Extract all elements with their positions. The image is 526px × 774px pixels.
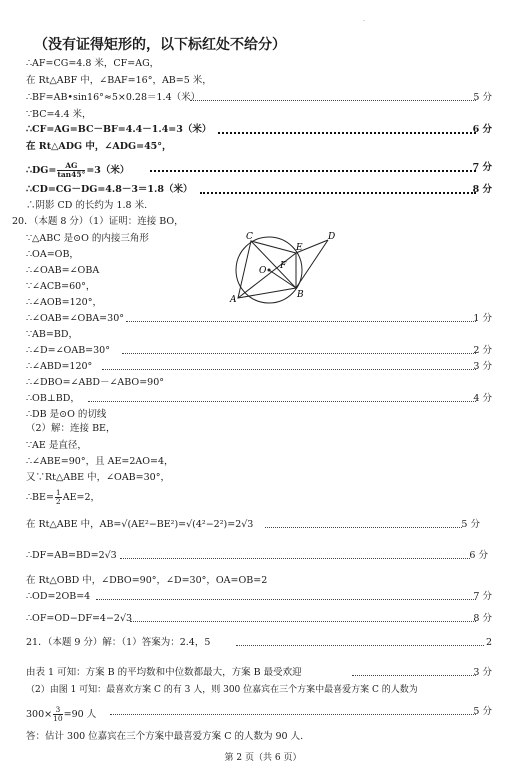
line-ob <box>269 270 296 288</box>
fraction: $\frac{3}{10}$ <box>53 705 63 723</box>
score-leader <box>236 645 484 646</box>
header-note: （没有证得矩形的，以下标红处不给分） <box>34 37 286 53</box>
fraction: $\frac{1}{2}$ <box>55 488 61 506</box>
solution-line: ∴BE= $\frac{1}{2}$ AE=2， <box>26 488 101 506</box>
score-leader <box>130 621 476 622</box>
label-o: O <box>259 266 267 276</box>
scan-mark: · <box>363 18 365 25</box>
score-mark: 7 分 <box>473 591 492 602</box>
page-footer: 第 2 页（共 6 页） <box>224 753 302 763</box>
label-c: C <box>246 232 253 242</box>
solution-line: 300× $\frac{3}{10}$ =90 人 5 分 <box>26 705 492 723</box>
triangle-abc <box>238 241 296 298</box>
score-mark: 4 分 <box>473 393 492 404</box>
score-mark: 3 分 <box>473 361 492 372</box>
score-mark: 6 分 <box>472 124 492 135</box>
score-mark: 5 分 <box>461 519 480 530</box>
score-mark: 2 分 <box>473 345 492 356</box>
score-leader <box>120 558 470 559</box>
label-e: E <box>296 243 303 253</box>
score-mark: 2 <box>485 637 492 648</box>
label-d: D <box>328 232 336 242</box>
score-mark: 7 分 <box>472 162 492 173</box>
score-leader <box>96 599 476 600</box>
score-leader <box>122 353 476 354</box>
score-leader <box>190 100 476 101</box>
score-leader <box>110 714 476 715</box>
score-leader <box>150 170 476 172</box>
center-point <box>268 269 271 272</box>
score-leader <box>126 321 476 322</box>
fraction: $\frac{AG}{\tan 45^\circ}$ <box>57 161 86 179</box>
line-ce <box>251 241 296 253</box>
score-mark: 1 分 <box>473 313 492 324</box>
score-leader <box>352 675 476 676</box>
score-leader <box>200 192 476 194</box>
score-leader <box>265 527 462 528</box>
score-leader <box>88 401 476 402</box>
score-leader <box>102 369 476 370</box>
circle-figure <box>224 228 344 308</box>
score-mark: 8 分 <box>473 613 492 624</box>
score-mark: 6 分 <box>469 550 488 561</box>
solution-line-bold: ∴DG= $\frac{AG}{\tan 45^\circ}$ =3（米） 7 分 <box>26 161 492 179</box>
label-a: A <box>230 295 237 305</box>
label-f: F <box>280 261 287 271</box>
score-leader <box>218 132 476 134</box>
score-mark: 3 分 <box>473 667 492 678</box>
score-mark: 5 分 <box>473 92 492 103</box>
score-mark: 8 分 <box>472 184 492 195</box>
score-mark: 5 分 <box>473 706 492 717</box>
label-b: B <box>297 290 304 300</box>
